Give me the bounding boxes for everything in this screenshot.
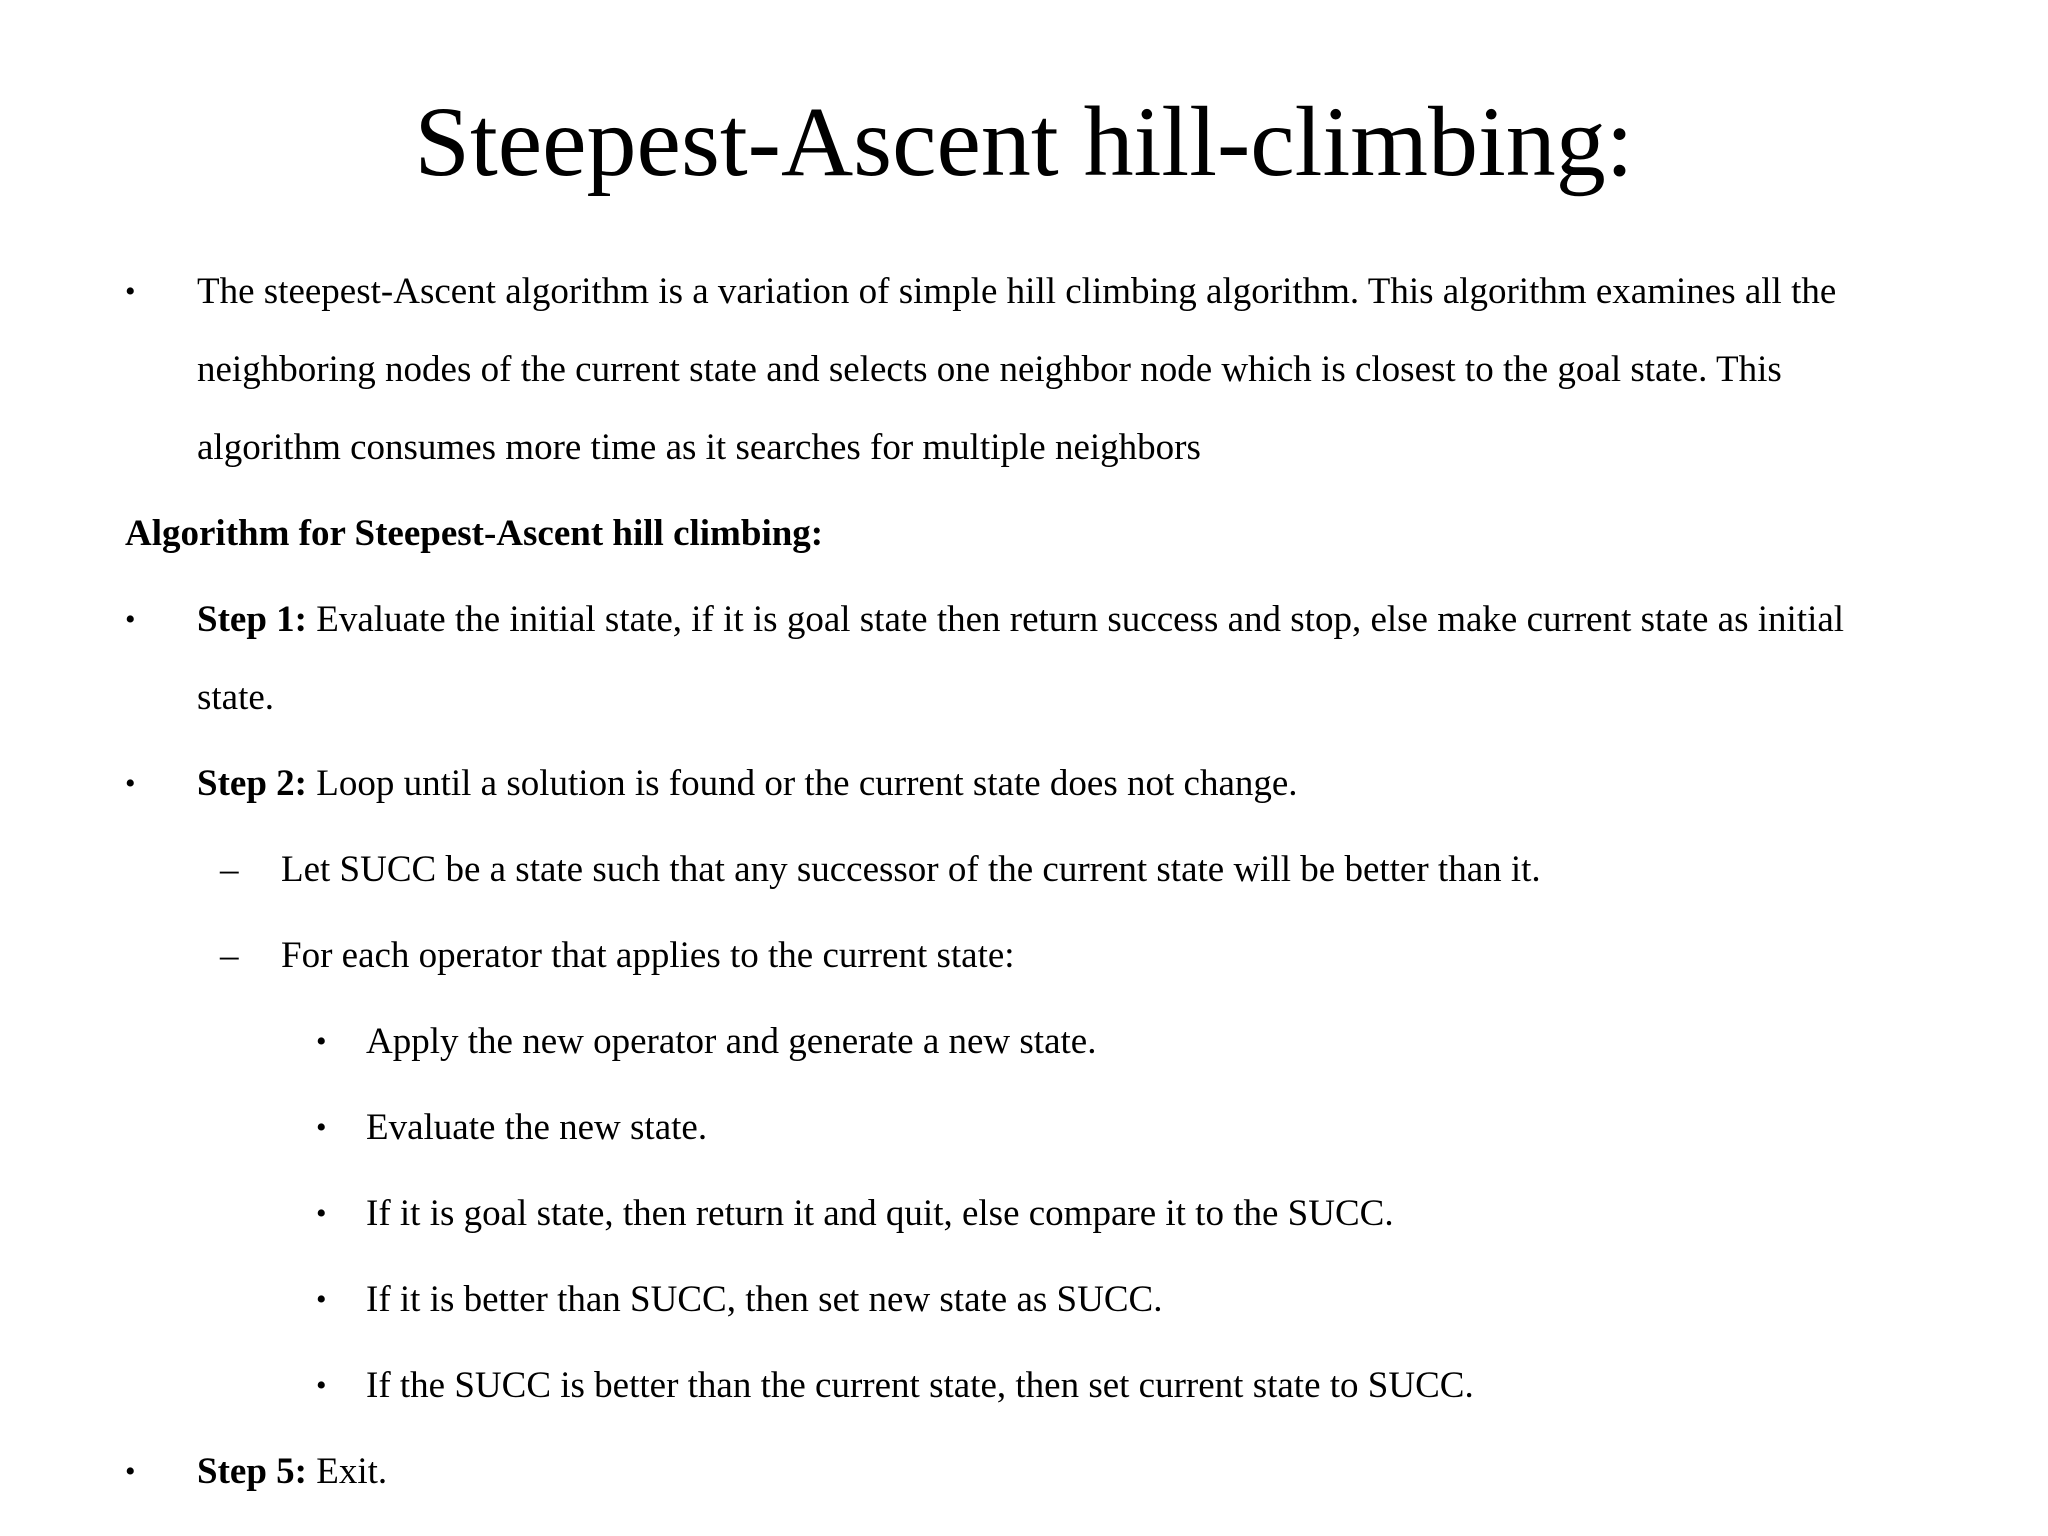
sub-item: For each operator that applies to the current state: xyxy=(281,935,1015,976)
slide-title: Steepest-Ascent hill-climbing: xyxy=(414,86,1634,197)
bullet-icon: • xyxy=(316,1283,327,1316)
bullet-icon: • xyxy=(316,1197,327,1230)
step-label: Step 2: xyxy=(197,763,307,804)
bullet-icon: • xyxy=(125,275,136,308)
intro-line-1: The steepest-Ascent algorithm is a variation of simple hill climbing algorithm. This algorithm examines all the xyxy=(197,271,1837,312)
step-2 xyxy=(197,762,1298,806)
bullet-icon: • xyxy=(316,1111,327,1144)
step-text: Exit. xyxy=(306,1451,388,1492)
bullet-icon: • xyxy=(125,767,136,800)
bullet-icon: • xyxy=(316,1369,327,1402)
sub-sub-item: If it is better than SUCC, then set new state as SUCC. xyxy=(366,1279,1163,1320)
intro-line-2: neighboring nodes of the current state and selects one neighbor node which is closest to the goal state. This xyxy=(197,349,1782,390)
step-5 xyxy=(197,1450,387,1494)
bullet-icon: • xyxy=(316,1025,327,1058)
sub-sub-item: If it is goal state, then return it and quit, else compare it to the SUCC. xyxy=(366,1193,1394,1234)
sub-sub-item: Apply the new operator and generate a new state. xyxy=(366,1021,1097,1062)
dash-icon: – xyxy=(220,849,239,890)
sub-sub-item: If the SUCC is better than the current state, then set current state to SUCC. xyxy=(366,1365,1474,1406)
sub-sub-item: Evaluate the new state. xyxy=(366,1107,708,1148)
step-label: Step 5: xyxy=(197,1451,307,1492)
step-1-continuation: state. xyxy=(197,677,275,718)
step-text: Evaluate the initial state, if it is goal state then return success and stop, else make current state as initial xyxy=(306,599,1845,640)
step-label: Step 1: xyxy=(197,599,307,640)
bullet-icon: • xyxy=(125,1455,136,1488)
dash-icon: – xyxy=(220,935,239,976)
step-1 xyxy=(197,598,1844,642)
algorithm-heading: Algorithm for Steepest-Ascent hill climbing: xyxy=(125,513,824,554)
bullet-icon: • xyxy=(125,603,136,636)
sub-item: Let SUCC be a state such that any successor of the current state will be better than it. xyxy=(281,849,1541,890)
step-text: Loop until a solution is found or the current state does not change. xyxy=(306,763,1298,804)
intro-line-3: algorithm consumes more time as it searches for multiple neighbors xyxy=(197,427,1201,468)
